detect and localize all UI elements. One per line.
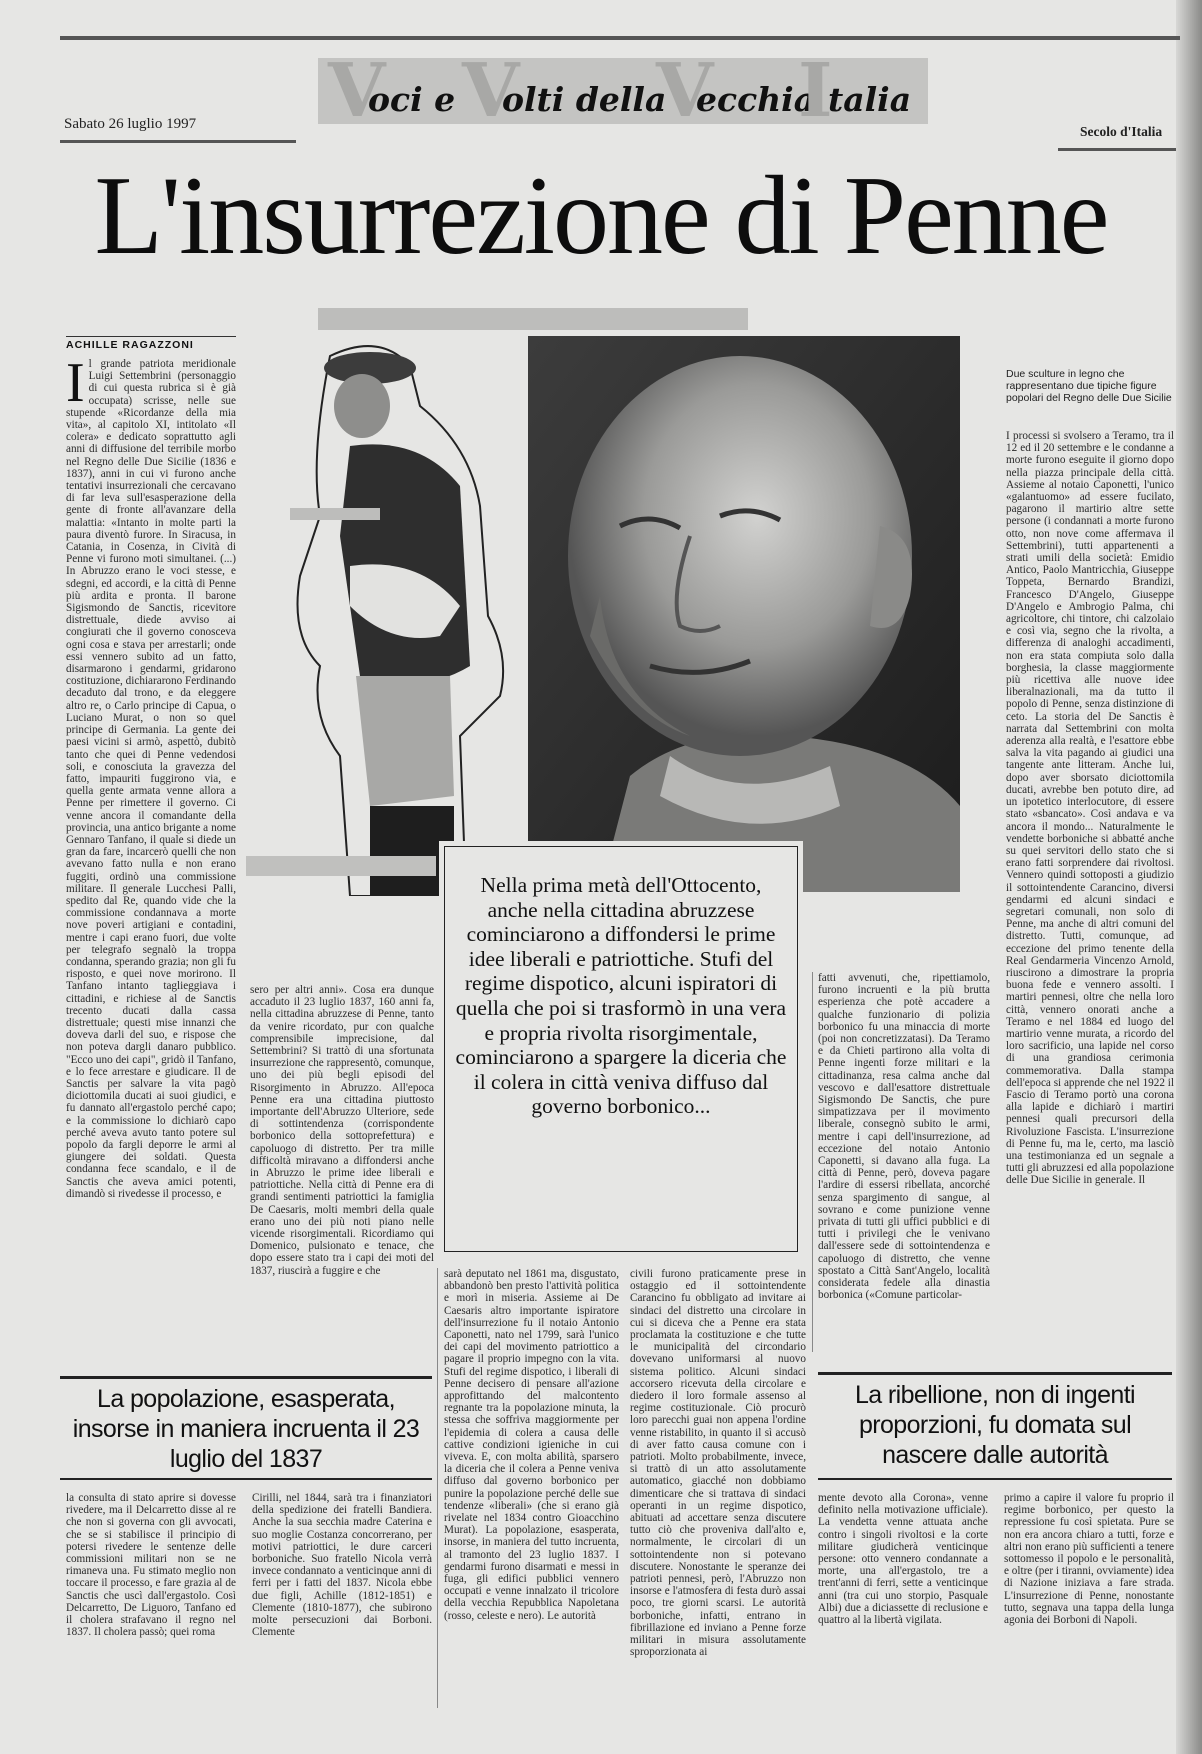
column-1-text: l grande patriota meridionale Luigi Settembrini (personaggio di cui questa rubrica si è già occupata) scrisse, nelle sue stupende «Ricordanze della mia vita», al capitolo XI, intitolato «Il colera» e dedicato soprattutto agli anni di diffusione del terribile morbo nel Regno delle Due Sicilie (1836 e 1837), anni in cui vi furono anche tentativi insurrezionali che cercavano di far leva sull'esasperazione della gente di fronte all'avanzare della malattia: «Intanto in molte parti la paura diventò furore. In Siracusa, in Catania, in Cosenza, in Cività di Penne vi furono moti simultanei. (...) In Abruzzo erano le voci stesse, e sdegni, ed accordi, e la città di Penne più ardita e pronta. Il barone Sigismondo de Sanctis, ricevitore distrettuale, diede avviso ai congiurati che il governo conosceva ogni cosa e stava per arrestarli; onde essi vennero subito ad un fatto, disarmarono i gendarmi, gridarono costituzione, dichiararono Ferdinando decaduto dal trono, e da eleggere altro re, o Carlo principe di Capua, o Luciano Murat, o non so quel principe di Germania. La gente dei paesi vicini si armò, aspettò, dubitò tanto che quei di Penne vedendosi soli, e conosciuta la gravezza del fatto, impauriti fuggirono via, e quella gente armata venne allora a Penne per rimettere il governo. Ci venne ancora il comandante della provincia, una antico brigante a nome Gennaro Tanfano, il quale si diede un gran da fare, incarcerò quelli che non avevano fatto nulla e non erano fuggiti, ordinò una commissione militare. Il generale Lucchesi Palli, spedito dal Re, quando vide che la commissione condannava a morte nove poveri artigiani e contadini, mentre i capi erano fuori, due volte per telegrafo segnalò la troppa condanna, sperando grazia; non gli fu risposto, e quei nove morirono. Il Tanfano intanto taglieggiava i cittadini, e richiese al de Sanctis trecento ducati dalla cassa distrettuale; questi mise innanzi che doveva darli del suo, e rispose che non poteva dargli danaro pubblico. "Ecco uno dei capi", gridò il Tanfano, e lo fece arrestare e giudicare. Il de Sanctis per salvare la vita pagò diciottomila ducati ai suoi giudici, e fu dannato all'ergastolo perché capo; e la commissione lo dichiarò capo perché aveva avuto tanto potere sul popolo da fargli deporre le armi al giungere dei soldati. Questa condanna fece scandalo, e il de Sanctis che aveva amici potenti, dimandò si rivedesse il processo, e xyxy=(66,358,236,1200)
headline: L'insurrezione di Penne xyxy=(94,154,1108,278)
article-column-3: sarà deputato nel 1861 ma, disgustato, abbandonò ben presto l'attività politica e morì in miseria. Assieme ai De Caesaris altro importante ispiratore dell'insurrezione fu il notaio Antonio Caponetti, nato nel 1799, sarà l'unico dei capi del movimento patriottico a pagare il proprio impegno con la vita. Stufi del regime dispotico, i liberali di Penne decisero di pensare all'azione approfittando del malcontento regnante tra la popolazione minuta, la stessa che soffriva maggiormente per l'epidemia di colera a causa delle cattive condizioni igieniche in cui viveva. E, con molta abilità, sparsero la diceria che il colera a Penne veniva diffuso dal governo borbonico per punire la popolazione perché delle sue tendenze «liberali» (che si erano già rivelate nel 1834 contro Gioacchino Murat). La popolazione, esasperata, insorse, in maniera del tutto incruenta, al tramonto del 23 luglio 1837. I gendarmi furono disarmati e messi in fuga, gli edifici pubblici vennero occupati e venne innalzato il tricolore della vecchia Repubblica Napoletana (rosso, celeste e nero). Le autorità xyxy=(444,1268,619,1622)
highlight-box: Nella prima metà dell'Ottocento, anche nella cittadina abruzzese cominciarono a diffondersi le prime idee liberali e patriottiche. Stufi del regime dispotico, alcuni ispiratori di quella che poi si trasformò in una vera e propria rivolta risorgimentale, cominciarono a spargere la diceria che il colera in città veniva diffuso dal governo borbonico... xyxy=(444,846,798,1252)
article-column-8: Cirilli, nel 1844, sarà tra i finanziatori della spedizione dei fratelli Bandiera. Anche la sua secchia madre Caterina e suo moglie Costanza concorrerano, per motivi patriottici, le dure carceri borboniche. Suo fratello Nicola verrà invece condannato a venticinque anni di ferri per i fatti del 1837. Nicola ebbe due figli, Achille (1812-1851) e Clemente (1810-1877), che subirono molte persecuzioni dai Borboni. Clemente xyxy=(252,1492,432,1639)
article-column-6: I processi si svolsero a Teramo, tra il 12 ed il 20 settembre e le condanne a morte furono eseguite il giorno dopo nella piazza principale della città. Assieme al notaio Caponetti, l'unico «galantuomo» ad essere fucilato, pagarono il martirio altre sette persone (i condannati a morte furono otto, non nove come affermava il Settembrini), tutti appartenenti a strati umili della società: Emidio Antico, Paolo Mantricchia, Giuseppe Toppeta, Bernardo Brandizi, Francesco D'Angelo, Giuseppe D'Angelo e Ambrogio Palma, chi agricoltore, chi tintore, chi calzolaio e così via, segno che la rivolta, a differenza di analoghi accadimenti, non era stata compiuta solo dalla borghesia, la classe maggiormente più ricettiva alle nuove idee liberalnazionali, ma da tutto il popolo di Penne, senza distinzione di ceto. La storia del De Sanctis è narrata dal Settembrini con molta aderenza alla realtà, e l'esattore ebbe salva la vita pagando ai giudici una tangente ante litteram. Anche lui, dopo aver sborsato diciottomila ducati, avrebbe ben potuto dire, ad un ipotetico interlocutore, di essere stato «sbancato». Così andava e va ancora il mondo... Naturalmente le vendette borboniche si abbatté anche su quei servitori dello stato che si erano fatti sorprendere dai rivoltosi. Vennero quindi sottoposti a giudizio il sottointendente Carancino, diversi gendarmi ed alcuni sindaci e segretari comunali, non solo di Penne, ma anche di altri comuni del distretto. Tutti, comunque, ad eccezione del primo tenente della Real Gendarmeria Vincenzo Arnold, riuscirono a dimostrare la propria buona fede e vennero assolti. I martiri pennesi, oltre che nella loro città, vennero onorati anche a Teramo e nel 1884 ed luogo del martirio venne murata, a ricordo del loro sacrificio, una lapide nel corso di una grandiosa cerimonia commemorativa. Dalla stampa dell'epoca si apprende che nel 1922 il Fascio di Teramo portò una corona alla lapide e dichiarò i martiri pennesi quali precursori della Rivoluzione Fascista. L'insurrezione di Penne fu, ma le, certo, ma lasciò una testimonianza ed un segnale a tutti gli abruzzesi ed alla popolazione delle Due Sicilie in generale. Il xyxy=(1006,430,1174,1187)
byline-top-rule xyxy=(318,308,748,330)
masthead-letter-4: I xyxy=(798,48,833,134)
masthead-word-3: ecchia xyxy=(696,80,816,119)
figure-trousers xyxy=(356,676,454,806)
masthead-letter-3: V xyxy=(656,48,714,134)
article-column-5: fatti avvenuti, che, ripettiamolo, furono incruenti e la più brutta esperienza che potè accadere a qualche funzionario di polizia borbonico fu una minaccia di morte (poi non concretizzatasi). Da Teramo e da Chieti partirono alla volta di Penne ingenti forze militari e la cittadinanza, resa calma anche dal vescovo e dall'esattore distrettuale Sigismondo De Sanctis, che pure simpatizzava per il movimento liberale, consegnò subito le armi, mentre i capi dell'insurrezione, ad eccezione del notaio Antonio Caponetti, si davano alla fuga. La città di Penne, però, doveva pagare l'ardire di essersi ribellata, ancorché senza spargimento di sangue, al sovrano e come punizione venne privata di tutti gli uffici pubblici e di tutti i privilegi che le venivano dall'essere sede di sottointendenza e capoluogo di distretto, che venne spostato a Città Sant'Angelo, località considerata fedele alla dinastia borbonica («Comune particolar- xyxy=(818,972,990,1302)
header-rule-left xyxy=(60,140,296,143)
drop-cap: I xyxy=(66,358,85,414)
article-column-4: civili furono praticamente prese in ostaggio ed il sottointendente Carancino fu obbligato ad invitare ai sindaci del distretto una circolare in cui si diceva che a Penne era stata proclamata la costituzione e che tutte le municipalità del circondario dovevano uniformarsi al nuovo sistema politico. Alcuni sindaci accorsero ricevuta della circolare e diedero il loro formale assenso al regime costituzionale. Ciò procurò loro parecchi guai non appena l'ordine venne ristabilito, in quanto il sì accusò di aver fatto causa comune con i patrioti. Molto probabilmente, invece, si trattò di un atto assolutamente automatico, giacché non dobbiamo dimenticare che si trattava di sindaci operanti in un regime dispotico, abituati ad accettare senza discutere tutto ciò che proveniva dall'alto e, normalmente, le circolari di un sottointendente non si potevano discutere. Nonostante le speranze dei patrioti pennesi, però, l'Abruzzo non insorse e l'atmosfera di festa durò assai poco, tre giorni scarsi. Le autorità borboniche, infatti, entrano in fibrillazione ed inviano a Penne forze militari in misura assolutamente sproporzionata ai xyxy=(630,1268,806,1659)
photo-caption: Due sculture in legno che rappresentano due tipiche figure popolari del Regno delle Due Sicilie xyxy=(1006,368,1172,404)
column-separator xyxy=(812,972,813,1352)
article-column-9: mente devoto alla Corona», venne definito nella motivazione ufficiale). La vendetta venne attuata anche contro i singoli rivoltosi e la corte militare giudicherà venticinque persone: otto vennero condannate a morte, una all'ergastolo, tre a trent'anni di ferri, sette a venticinque anni (tra cui uno storpio, Pasquale Albi) due a diciassette di reclusione e quattro al la libertà vigilata. xyxy=(818,1492,988,1627)
masthead-word-2: olti della xyxy=(502,80,667,119)
masthead-word-1: oci e xyxy=(368,80,456,119)
masthead-letter-2: V xyxy=(462,48,520,134)
article-column-1 xyxy=(66,358,236,1356)
article-column-10: primo a capire il valore fu proprio il regime borbonico, per questo la repressione fu così spietata. Pure se non era ancora chiaro a tutti, forze e altri non erano più sufficienti a tenere sottomesso il popolo e le personalità, e oltre (per i tiranni, ovviamente) idea di Nazione iniziava a fare strada. L'insurrezione di Penne, nonostante tutto, segnava una tappa della lunga agonia dei Borboni di Napoli. xyxy=(1004,1492,1174,1627)
pull-quote-right-rule-bottom xyxy=(818,1478,1172,1480)
masthead-word-4: talia xyxy=(828,80,912,119)
rubric-masthead xyxy=(318,48,928,134)
figure-face xyxy=(334,374,390,438)
article-column-2: sero per altri anni». Cosa era dunque accaduto il 23 luglio 1837, 160 anni fa, nella cittadina abruzzese di Penne, tanto da venire ricordato, pur con qualche comprensibile imprecisione, dal Settembrini? Si trattò di una sfortunata insurrezione che rappresentò, comunque, uno dei più begli episodi del Risorgimento in Abruzzo. All'epoca Penne era una cittadina piuttosto importante dell'Abruzzo Ulteriore, sede di sottintendenza (corrispondente borbonico della sottoprefettura) e capoluogo di distretto. Per tra mille difficoltà miravano a diffondersi anche in Abruzzo le prime idee liberali e patriottiche. Nella città di Penne era di grandi sentimenti patriottici la famiglia De Caesaris, molti membri della quale erano uno dei più noti piano nelle vicende risorgimentali. Ricordiamo qui Domenico, pulsionato e tenace, che dopo essere stato tra i capi dei moti del 1837, riuscirà a fuggire e che xyxy=(250,984,434,1277)
pull-quote-right: La ribellione, non di ingenti proporzioni, fu domata sul nascere dalle autorità xyxy=(854,1381,1136,1469)
figure-plate xyxy=(290,508,380,520)
figure-boots xyxy=(370,806,454,896)
pull-quote-right-rule xyxy=(818,1372,1172,1375)
column-separator xyxy=(437,1268,438,1708)
pull-quote-left-rule-bottom xyxy=(60,1478,432,1480)
sculpture-photo xyxy=(270,336,970,896)
newspaper-name: Secolo d'Italia xyxy=(1080,124,1163,139)
figure-coat xyxy=(340,444,470,684)
photo-grey-band xyxy=(246,856,436,876)
bust-head xyxy=(568,356,912,756)
article-column-7: la consulta di stato aprire si dovesse rivedere, ma il Delcarretto disse al re che non si governa con gli avvocati, che se si stabilisce il principio di potersi rivedere le sentenze delle commissioni militari non se ne rimaneva una. Fu stimato meglio non toccare il processo, e fare grazia al de Sanctis che uscì dall'ergastolo. Così Delcarretto, De Liguoro, Tanfano ed il cholera strafavano il regno nel 1837. Il cholera passò; quei roma xyxy=(66,1492,236,1639)
pull-quote-left: La popolazione, esasperata, insorse in maniera incruenta il 23 luglio del 1837 xyxy=(72,1385,420,1473)
byline: ACHILLE RAGAZZONI xyxy=(66,336,236,351)
header-rule-right xyxy=(1058,148,1176,151)
top-rule xyxy=(60,36,1180,40)
masthead-letter-1: V xyxy=(328,48,386,134)
pull-quote-left-rule xyxy=(60,1376,432,1379)
issue-date: Sabato 26 luglio 1997 xyxy=(64,116,197,132)
